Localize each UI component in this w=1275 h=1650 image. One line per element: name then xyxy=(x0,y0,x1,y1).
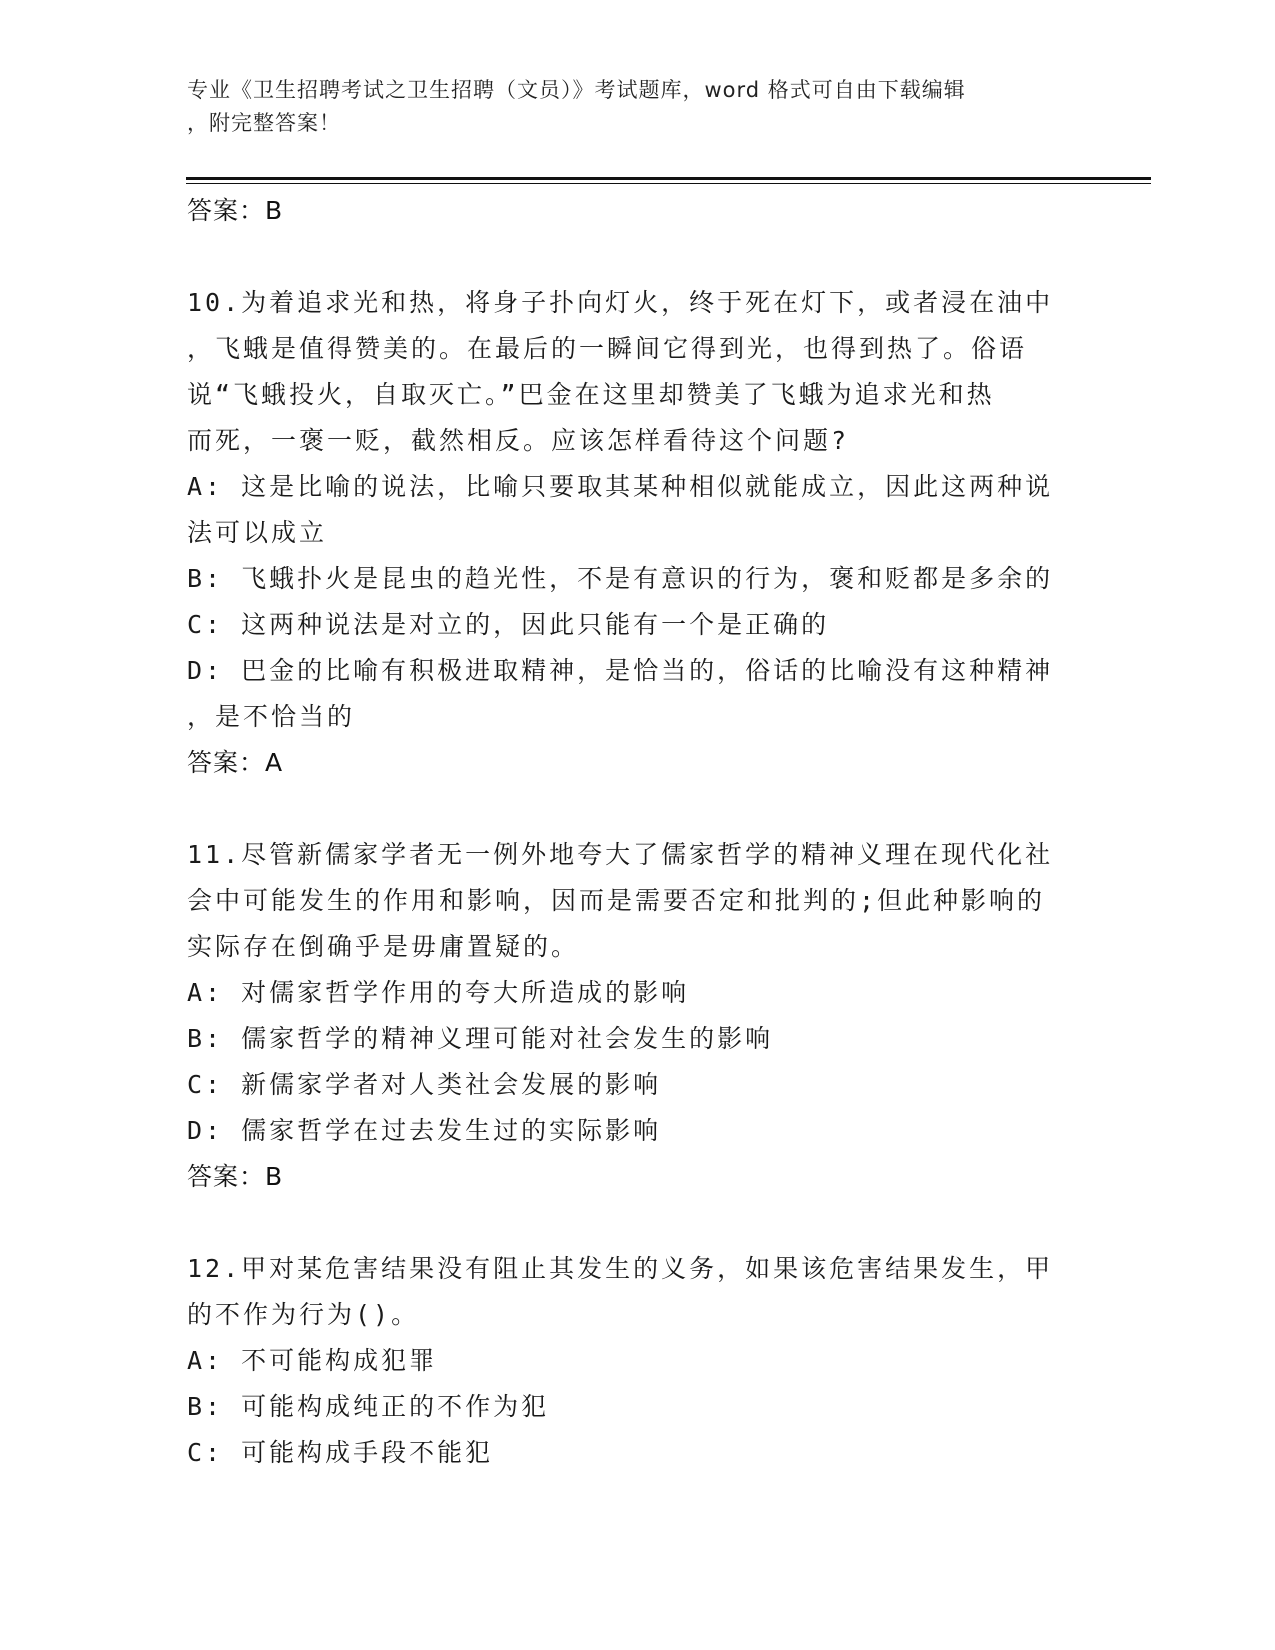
option-c: C: 这两种说法是对立的，因此只能有一个是正确的 xyxy=(187,610,830,639)
option-c: C: 新儒家学者对人类社会发展的影响 xyxy=(187,1070,662,1099)
document-header xyxy=(187,74,1077,140)
document-body xyxy=(187,188,1087,1476)
question-text-line: 会中可能发生的作用和影响，因而是需要否定和批判的;但此种影响的 xyxy=(187,886,1046,915)
option-b: B: 可能构成纯正的不作为犯 xyxy=(187,1392,550,1421)
header-line-1: 专业《卫生招聘考试之卫生招聘（文员）》考试题库，word 格式可自由下载编辑 xyxy=(187,78,966,102)
option-a: A: 这是比喻的说法，比喻只要取其某种相似就能成立，因此这两种说 xyxy=(187,472,1054,501)
option-d-continued: ，是不恰当的 xyxy=(187,702,356,731)
question-12 xyxy=(187,1246,1087,1476)
option-b: B: 飞蛾扑火是昆虫的趋光性，不是有意识的行为，褒和贬都是多余的 xyxy=(187,564,1054,593)
header-rule-thin xyxy=(186,183,1151,184)
option-a: A: 不可能构成犯罪 xyxy=(187,1346,438,1375)
option-d: D: 儒家哲学在过去发生过的实际影响 xyxy=(187,1116,662,1145)
answer-line: 答案：A xyxy=(187,748,284,777)
answer-line: 答案：B xyxy=(187,196,284,225)
option-d: D: 巴金的比喻有积极进取精神，是恰当的，俗话的比喻没有这种精神 xyxy=(187,656,1054,685)
question-text-line: ，飞蛾是值得赞美的。在最后的一瞬间它得到光，也得到热了。俗语 xyxy=(187,334,1028,363)
question-text-line: 11.尽管新儒家学者无一例外地夸大了儒家哲学的精神义理在现代化社 xyxy=(187,840,1054,869)
question-text-line: 的不作为行为()。 xyxy=(187,1300,420,1329)
option-a: A: 对儒家哲学作用的夸大所造成的影响 xyxy=(187,978,690,1007)
option-a-continued: 法可以成立 xyxy=(187,518,328,547)
header-line-2: ，附完整答案！ xyxy=(187,111,341,135)
question-text-line: 10.为着追求光和热，将身子扑向灯火，终于死在灯下，或者浸在油中 xyxy=(187,288,1054,317)
option-c: C: 可能构成手段不能犯 xyxy=(187,1438,494,1467)
question-10 xyxy=(187,280,1087,786)
question-text-line: 12.甲对某危害结果没有阻止其发生的义务，如果该危害结果发生，甲 xyxy=(187,1254,1054,1283)
question-text-line: 而死，一褒一贬，截然相反。应该怎样看待这个问题? xyxy=(187,426,850,455)
question-text-line: 实际存在倒确乎是毋庸置疑的。 xyxy=(187,932,580,961)
header-rule-thick xyxy=(186,177,1151,180)
question-text-line: 说“飞蛾投火，自取灭亡。”巴金在这里却赞美了飞蛾为追求光和热 xyxy=(187,380,995,409)
answer-line: 答案：B xyxy=(187,1162,284,1191)
option-b: B: 儒家哲学的精神义理可能对社会发生的影响 xyxy=(187,1024,774,1053)
question-11 xyxy=(187,832,1087,1200)
